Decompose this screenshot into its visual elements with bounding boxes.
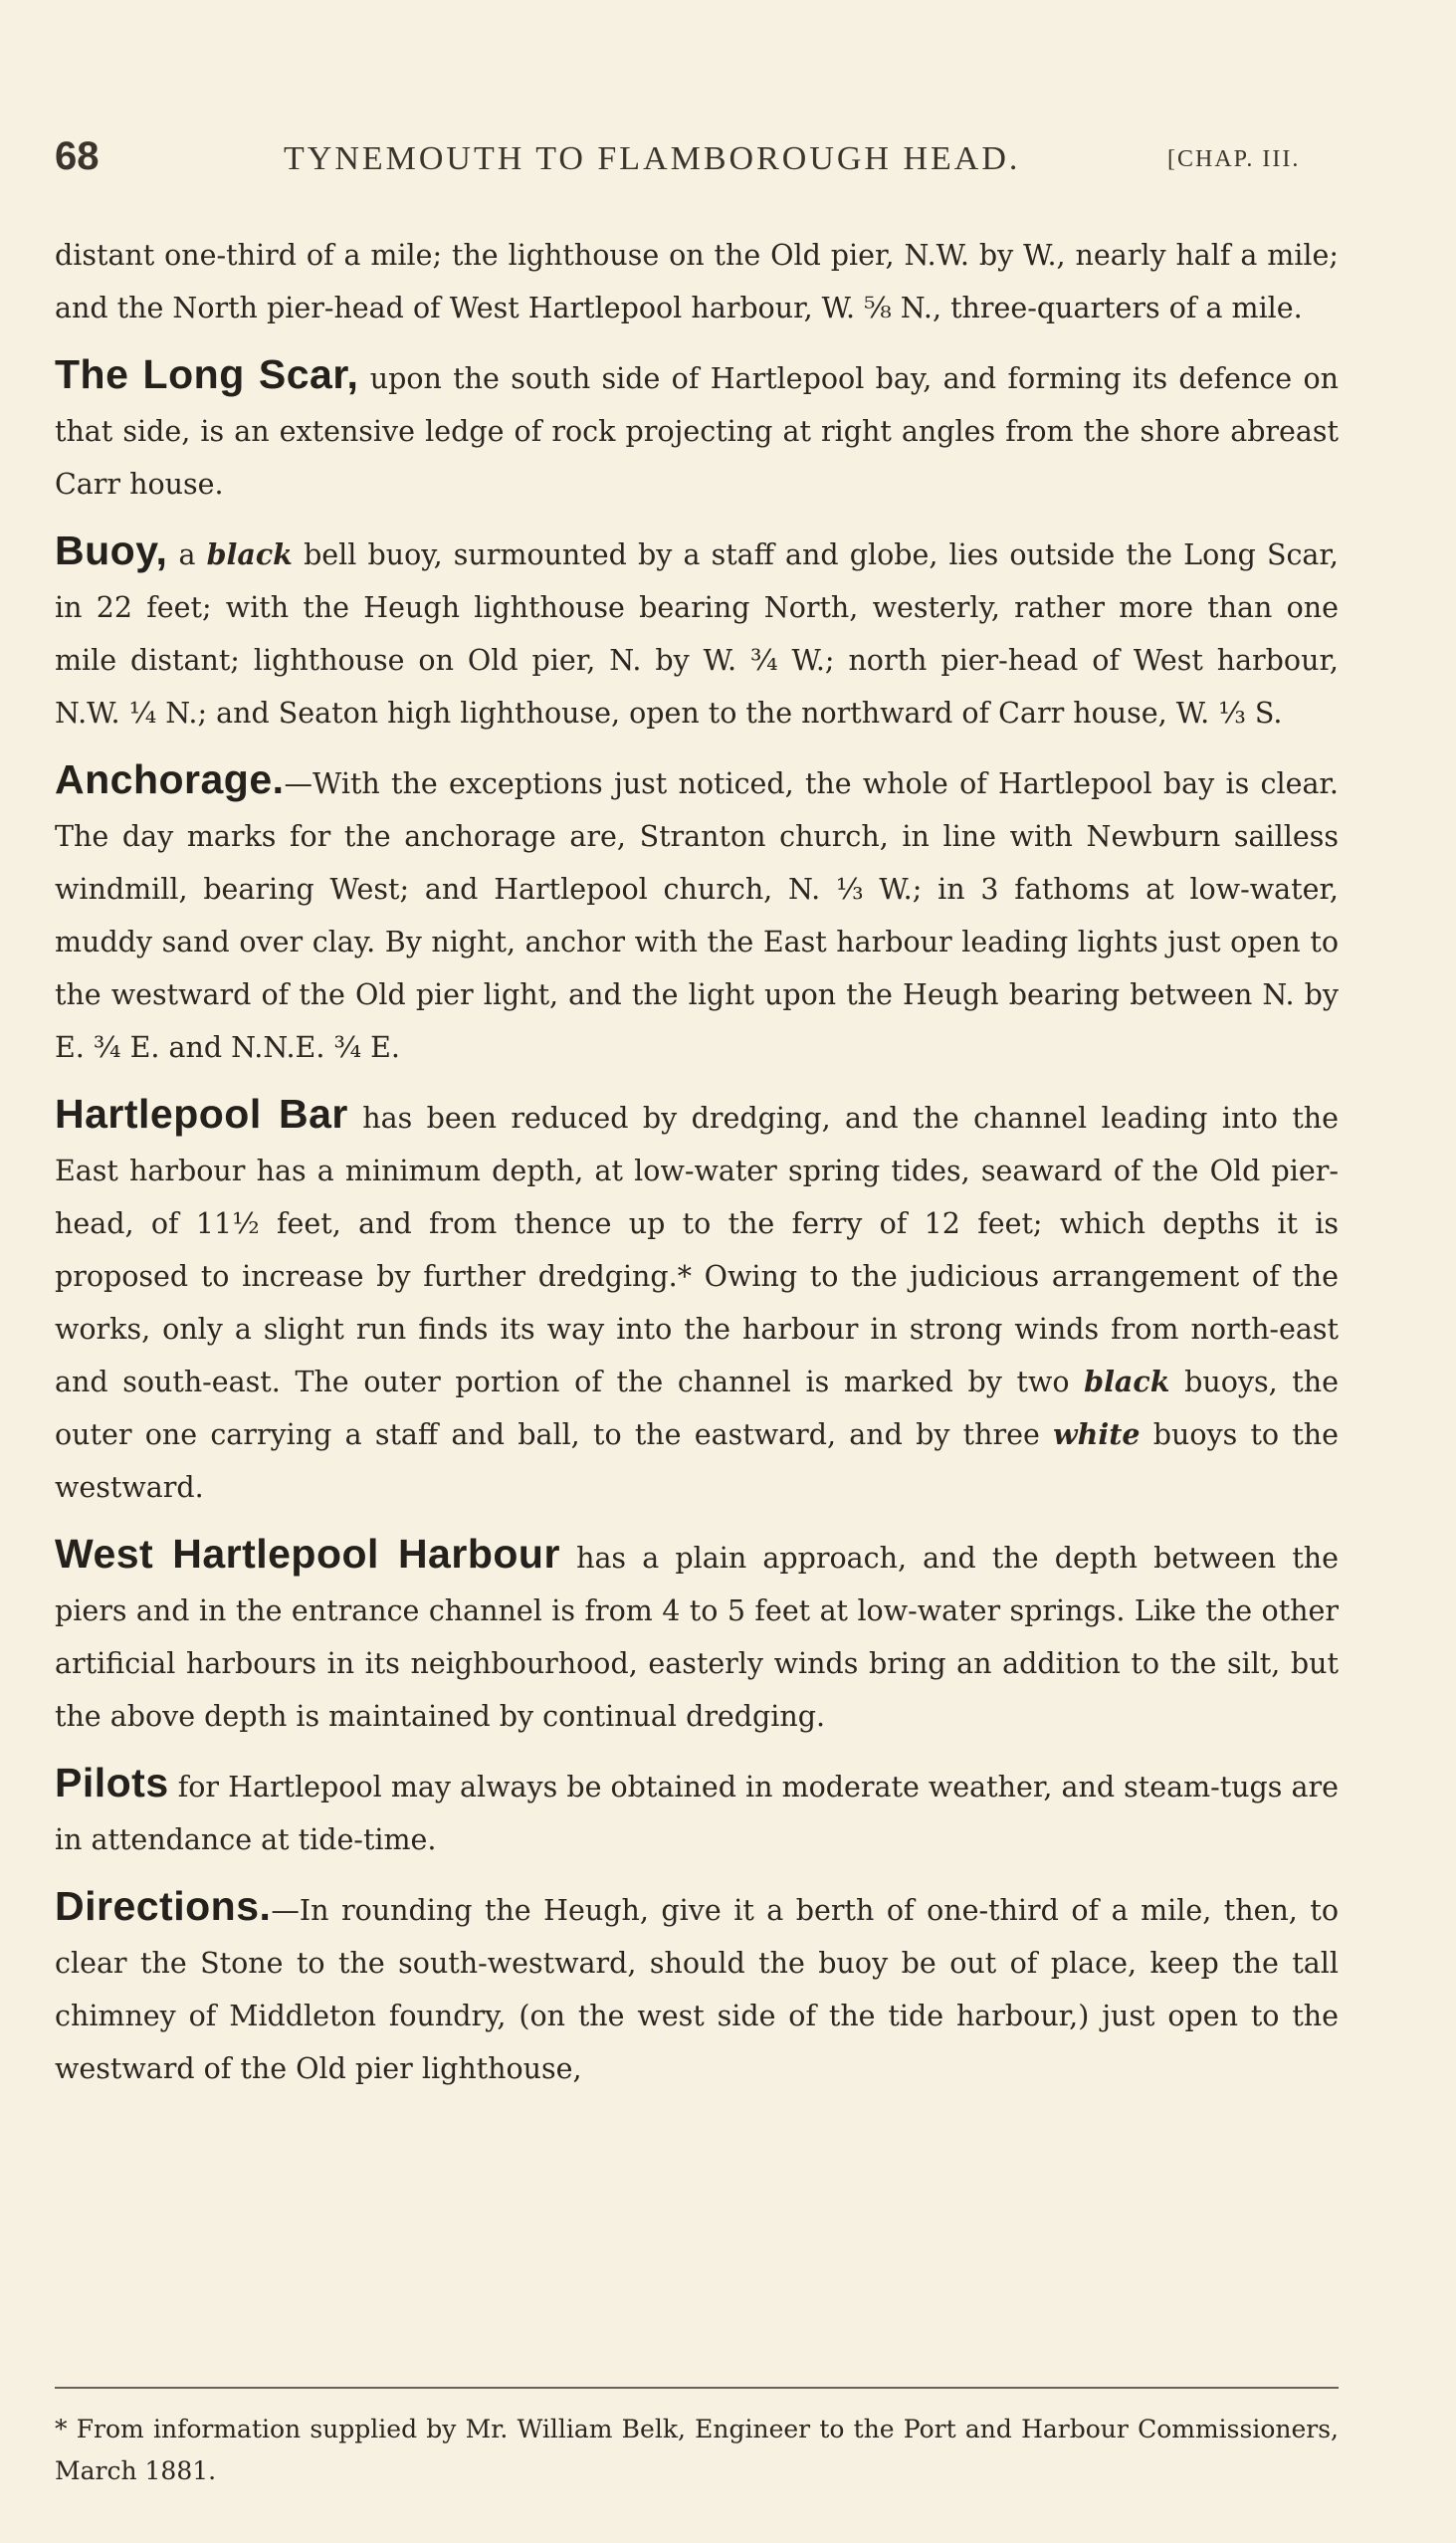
paragraph-text: bell buoy, surmounted by a staff and globe, lies outside the Long Scar, in 22 feet; with the Heugh lighthouse bearing North, westerly, rather more than one mile distant; lighthouse on Old pier, N. by W. ¾ W.; north pier-head of West harbour, N.W. ¼ N.; and Seaton high lighthouse, open to the northward of Carr house, W. ⅓ S.: [55, 538, 1339, 730]
paragraph-continuation: [55, 229, 1339, 334]
paragraph-buoy: [55, 525, 1339, 740]
emphasis-black: black: [206, 537, 293, 571]
paragraph-text: has a plain approach, and the depth between the piers and in the entrance channel is from 4 to 5 feet at low-water springs. Like the other artificial harbours in its neighbourhood, easterly winds bring an addition to the silt, but the above depth is maintained by continual dredging.: [55, 1542, 1339, 1733]
section-heading-anchorage: Anchorage.: [55, 756, 285, 802]
emphasis-black: black: [1084, 1365, 1170, 1398]
paragraph-text: —In rounding the Heugh, give it a berth of one-third of a mile, then, to clear the Stone to the south-westward, should the buoy be out of place, keep the tall chimney of Middleton foundry, (on the west side of the tide harbour,) just open to the westward of the Old pier lighthouse,: [55, 1894, 1339, 2085]
section-heading-directions: Directions.: [55, 1883, 272, 1929]
paragraph-pilots: [55, 1757, 1339, 1866]
paragraph-west-hartlepool-harbour: [55, 1528, 1339, 1743]
emphasis-white: white: [1053, 1417, 1141, 1451]
paragraph-directions: [55, 1880, 1339, 2095]
section-heading-hartlepool-bar: Hartlepool Bar: [55, 1091, 348, 1137]
paragraph-text: for Hartlepool may always be obtained in moderate weather, and steam-tugs are in attendance at tide-time.: [55, 1771, 1339, 1856]
chapter-reference: [CHAP. III.: [1167, 146, 1301, 172]
page-number: 68: [55, 134, 100, 178]
section-heading-west-hartlepool-harbour: West Hartlepool Harbour: [55, 1531, 560, 1577]
section-heading-long-scar: The Long Scar,: [55, 351, 359, 397]
paragraph-text: has been reduced by dredging, and the channel leading into the East harbour has a minimum depth, at low-water spring tides, seaward of the Old pier-head, of 11½ feet, and from thence up to the ferry of 12 feet; which depths it is proposed to increase by further dredging.* Owing to the judicious arrangement of the works, only a slight run finds its way into the harbour in strong winds from north-east and south-east. The outer portion of the channel is marked by two: [55, 1102, 1339, 1398]
footnote: * From information supplied by Mr. William Belk, Engineer to the Port and Harbour Commissioners, March 1881.: [55, 2415, 1339, 2485]
paragraph-text: a: [167, 538, 207, 571]
paragraph-anchorage: [55, 753, 1339, 1074]
paragraph-long-scar: [55, 348, 1339, 511]
paragraph-text: —With the exceptions just noticed, the whole of Hartlepool bay is clear. The day marks for the anchorage are, Stranton church, in line with Newburn sailless windmill, bearing West; and Hartlepool church, N. ⅓ W.; in 3 fathoms at low-water, muddy sand over clay. By night, anchor with the East harbour leading lights just open to the westward of the Old pier light, and the light upon the Heugh bearing between N. by E. ¾ E. and N.N.E. ¾ E.: [55, 767, 1339, 1064]
section-heading-buoy: Buoy,: [55, 528, 168, 573]
page-header: [55, 134, 1339, 184]
paragraph-text: distant one-third of a mile; the lighthouse on the Old pier, N.W. by W., nearly half a mile; and the North pier-head of West Hartlepool harbour, W. ⅝ N., three-quarters of a mile.: [55, 239, 1339, 324]
paragraph-text: buoys, the outer one carrying a staff and ball, to the eastward, and by three: [55, 1366, 1339, 1451]
section-heading-pilots: Pilots: [55, 1760, 169, 1805]
footnote-divider: [55, 2387, 1339, 2389]
body-text: [55, 229, 1339, 2109]
running-title: TYNEMOUTH TO FLAMBOROUGH HEAD.: [284, 140, 1021, 177]
paragraph-text: upon the south side of Hartlepool bay, and forming its defence on that side, is an extensive ledge of rock projecting at right angles from the shore abreast Carr house.: [55, 362, 1339, 501]
paragraph-hartlepool-bar: [55, 1088, 1339, 1514]
paragraph-text: buoys to the westward.: [55, 1418, 1340, 1504]
